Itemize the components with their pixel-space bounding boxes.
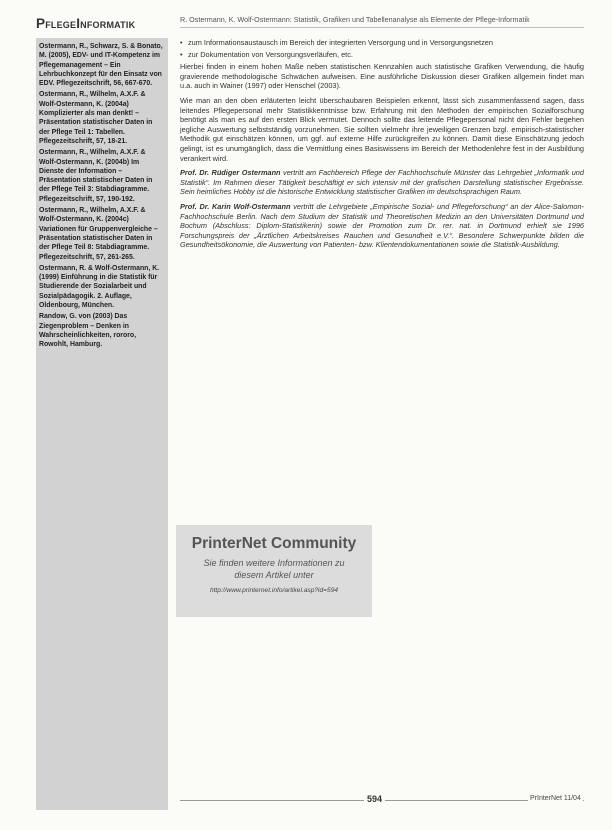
author-bio-text: vertritt die Lehrgebiete „Empirische Sozial- und Pflegeforschung“ an der Alice-Salomon-Fachhochschule Berlin. Nach dem Studium der Statistik und Theoretischen Medizin an den Universitäten Dortmund und Bochum (Abschluss: Diplom-Statistikerin) sowie der Promotion zum Dr. rer. nat. in Dortmund erhielt sie 1996 Forschungspreis der „Ärztlichen Arbeitskreises Rauchen und Gesundheit e.V.“. Besondere Schwerpunkte bilden die Gesundheitsökonomie, die Auswertung von Patienten- bzw. Klientendokumentationen sowie die Statistik-Ausbildung.: [180, 201, 584, 250]
author-name: Prof. Dr. Rüdiger Ostermann: [180, 168, 281, 178]
page-number: 594: [364, 794, 385, 804]
reference-item: Ostermann, R., Schwarz, S. & Bonato, M. (2005), EDV- und IT-Kompetenz im Pflegemanagement – Ein Lehrbuchkonzept für den Einsatz von EDV. Pflegezeitschrift, 56, 667-670.: [39, 43, 163, 88]
community-link[interactable]: http://www.printernet.info/artikel.asp?id=594: [209, 587, 339, 594]
community-subtitle-line: Sie finden weitere Informationen zu: [203, 558, 345, 568]
author-bio-1: [180, 168, 584, 197]
references-list: [36, 38, 168, 350]
community-subtitle: [176, 557, 372, 581]
bullet-item: • zur Dokumentation von Versorgungsverläufen, etc.: [180, 50, 584, 60]
article-body: [180, 38, 584, 255]
reference-item: Randow, G. von (2003) Das Ziegenproblem – Denken in Wahrscheinlichkeiten, rororo, Rowohlt, Hamburg.: [39, 313, 137, 349]
bullet-list: [180, 38, 584, 59]
reference-item: Ostermann, R., Wilhelm, A.X.F. & Wolf-Ostermann, K. (2004b) Im Dienste der Information – Präsentation statistischer Daten in der Pflege Teil 3: Stabdiagramme. Pflegezeitschrift, 57, 190-192.: [39, 149, 153, 203]
author-bio-text: vertritt am Fachbereich Pflege der Fachhochschule Münster das Lehrgebiet „Informatik und Statistik“. Im Rahmen dieser Tätigkeit beschäftigt er sich intensiv mit der grafischen Darstellung statistischer Ergebnisse. Sein heimliches Hobby ist die historische Entwicklung statistischer Grafiken im deutschsprachigen Raum.: [180, 168, 584, 197]
bullet-item: • zum Informationsaustausch im Bereich der integrierten Versorgung und in Versorgungsnetzen: [180, 38, 584, 48]
community-title: PrinterNet Community: [191, 535, 357, 552]
reference-item: Ostermann, R., Wilhelm, A.X.F. & Wolf-Ostermann, K. (2004a) Komplizierter als man denkt! – Präsentation statistischer Daten in der Pflege Teil 1: Tabellen. Pflegezeitschrift, 57, 18-21.: [39, 91, 153, 145]
running-header: R. Ostermann, K. Wolf-Ostermann: Statistik, Grafiken und Tabellenanalyse als Elemente der Pflege-Informatik: [180, 15, 584, 28]
section-title: PflegeInformatik: [36, 16, 136, 31]
reference-item: Ostermann, R., Wilhelm, A.X.F. & Wolf-Ostermann, K. (2004c) Variationen für Gruppenvergleiche – Präsentation statistischer Daten in der Pflege Teil 8: Stabdiagramme. Pflegezeitschrift, 57, 261-265.: [39, 207, 158, 261]
author-bio-2: [180, 202, 584, 250]
body-paragraph: Hierbei finden in einem hohen Maße neben statistischen Kennzahlen auch statistische Grafiken Verwendung, die häufig gravierende methodologische Schwächen aufweisen. Eine ausführliche Diskussion dieser Grafiken allgemein findet man u.a. auch in Wainer (1997) oder Henschel (2003).: [180, 62, 584, 91]
references-sidebar: [36, 38, 168, 810]
body-paragraph: Wie man an den oben erläuterten leicht überschaubaren Beispielen erkennt, lässt sich zusammenfassend sagen, dass leitendes Pflegepersonal mehr Statistikkenntnisse bzw. Erfahrung mit den Methoden der empirischen Sozialforschung benötigt als man es auf den ersten Blick vermutet. Dennoch sollte das leitende Pflegepersonal nicht den Fehler begehen jegliche Auswertung selbstständig vorzunehmen. Sie sollten vielmehr ihre jeweiligen Grenzen bzgl. empirisch-statistischer Methodik gut einschätzen können, um ggf. auf externe Hilfe zurückgreifen zu können. Damit diese Einschätzung jedoch gelingt, ist es unumgänglich, dass die Vermittlung eines Basiswissens im Bereich der Methodenlehre fest in der Ausbildung verankert wird.: [180, 95, 584, 163]
reference-item: Ostermann, R. & Wolf-Ostermann, K. (1999) Einführung in die Statistik für Studierende der Sozialarbeit und Sozialpädagogik. 2. Auflage, Oldenbourg, München.: [39, 264, 160, 310]
community-subtitle-line: diesem Artikel unter: [234, 570, 314, 580]
author-name: Prof. Dr. Karin Wolf-Ostermann: [180, 201, 291, 211]
community-box: [176, 525, 372, 617]
footer-journal: PrInterNet 11/04: [530, 795, 581, 802]
